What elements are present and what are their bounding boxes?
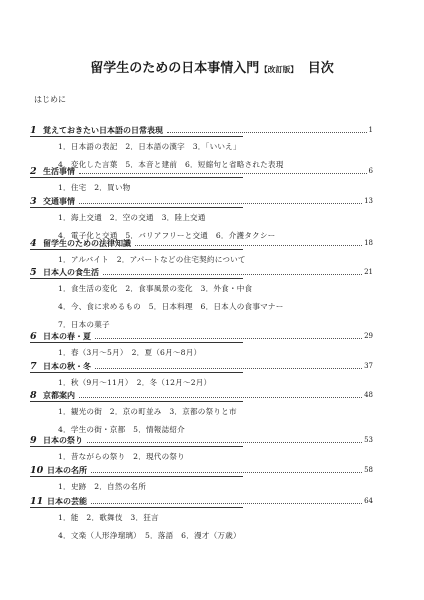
chapter-title: 日本人の食生活 <box>43 268 99 277</box>
section-list: 1．アルバイト 2．アパートなどの住宅契約について <box>58 255 246 264</box>
chapter-number: 1 <box>30 125 37 136</box>
chapter-underline <box>30 249 243 250</box>
page-title <box>0 57 424 76</box>
chapter-page-number: 29 <box>364 332 373 340</box>
section-list: 1．食生活の変化 2．食事風景の変化 3．外食・中食 <box>58 284 253 293</box>
chapter-title: 京都案内 <box>43 391 75 400</box>
chapter-underline <box>30 401 243 402</box>
chapter-underline <box>30 446 243 447</box>
chapter-page-number: 13 <box>364 197 373 205</box>
chapter-page-number: 53 <box>364 436 373 444</box>
dot-leader <box>95 338 362 339</box>
chapter-page-number: 21 <box>364 268 373 276</box>
section-list: 1．昔ながらの祭り 2．現代の祭り <box>58 452 185 461</box>
section-list: 1．海上交通 2．空の交通 3．陸上交通 <box>58 213 206 222</box>
intro-entry[interactable]: はじめに <box>34 95 66 104</box>
dot-leader <box>91 503 362 504</box>
chapter-title: 日本の名所 <box>47 466 87 475</box>
chapter-title: 日本の芸能 <box>47 497 87 506</box>
section-list: 4．文楽（人形浄瑠璃） 5．落語 6．漫才（万歳） <box>58 531 241 540</box>
chapter-title: 交通事情 <box>43 197 75 206</box>
chapter-underline <box>30 278 243 279</box>
section-list: 7．日本の菓子 <box>58 320 110 329</box>
chapter-page-number: 58 <box>364 466 373 474</box>
section-list: 1．住宅 2．買い物 <box>58 183 131 192</box>
chapter-number: 8 <box>30 390 37 401</box>
dot-leader <box>95 368 362 369</box>
section-list: 1．史跡 2．自然の名所 <box>58 482 146 491</box>
section-list: 4．変化した言葉 5．本音と建前 6．短縮句と省略された表現 <box>58 160 284 169</box>
dot-leader <box>91 472 362 473</box>
chapter-underline <box>30 207 243 208</box>
dot-leader <box>79 397 362 398</box>
chapter-number: 7 <box>30 361 37 372</box>
dot-leader <box>167 132 367 133</box>
chapter-number: 6 <box>30 331 37 342</box>
chapter-title: 生活事情 <box>43 167 75 176</box>
chapter-title: 日本の秋・冬 <box>43 362 91 371</box>
chapter-page-number: 1 <box>368 126 373 134</box>
chapter-page-number: 37 <box>364 362 373 370</box>
section-list: 4．電子化と交通 5．バリアフリーと交通 6．介護タクシー <box>58 231 276 240</box>
chapter-page-number: 64 <box>364 497 373 505</box>
dot-leader <box>87 442 362 443</box>
chapter-number: 4 <box>30 238 37 249</box>
chapter-number: 2 <box>30 166 37 177</box>
chapter-title: 留学生のための法律知識 <box>43 239 131 248</box>
chapter-number: 9 <box>30 435 37 446</box>
section-list: 1．能 2．歌舞伎 3．狂言 <box>58 513 159 522</box>
chapter-title: 日本の祭り <box>43 436 83 445</box>
section-list: 1．秋（9月～11月） 2．冬（12月～2月） <box>58 378 212 387</box>
chapter-page-number: 6 <box>368 167 373 175</box>
chapter-number: 3 <box>30 196 37 207</box>
chapter-title: 日本の春・夏 <box>43 332 91 341</box>
chapter-title: 覚えておきたい日本語の日常表現 <box>43 126 163 135</box>
chapter-number: 5 <box>30 267 37 278</box>
dot-leader <box>79 173 367 174</box>
edition-label: 【改訂版】 <box>260 65 298 74</box>
chapter-page-number: 18 <box>364 239 373 247</box>
section-list: 1．春（3月～5月） 2．夏（6月～8月） <box>58 348 202 357</box>
dot-leader <box>79 203 362 204</box>
book-title: 留学生のための日本事情入門 <box>90 61 260 76</box>
chapter-underline <box>30 372 243 373</box>
chapter-number: 10 <box>30 465 44 476</box>
chapter-underline <box>30 342 243 343</box>
section-list: 4．学生の街・京都 5．情報誌紹介 <box>58 425 185 434</box>
dot-leader <box>103 274 362 275</box>
dot-leader <box>135 245 362 246</box>
chapter-number: 11 <box>30 496 44 507</box>
chapter-underline <box>30 476 243 477</box>
section-list: 4．今、食に求めるもの 5．日本料理 6．日本人の食事マナー <box>58 302 284 311</box>
section-list: 1．日本語の表記 2．日本語の漢字 3．「いいえ」 <box>58 142 241 151</box>
chapter-underline <box>30 136 243 137</box>
chapter-page-number: 48 <box>364 391 373 399</box>
chapter-underline <box>30 507 243 508</box>
chapter-underline <box>30 177 243 178</box>
contents-label: 目次 <box>307 61 334 76</box>
section-list: 1．観光の街 2．京の町並み 3．京都の祭りと市 <box>58 407 237 416</box>
